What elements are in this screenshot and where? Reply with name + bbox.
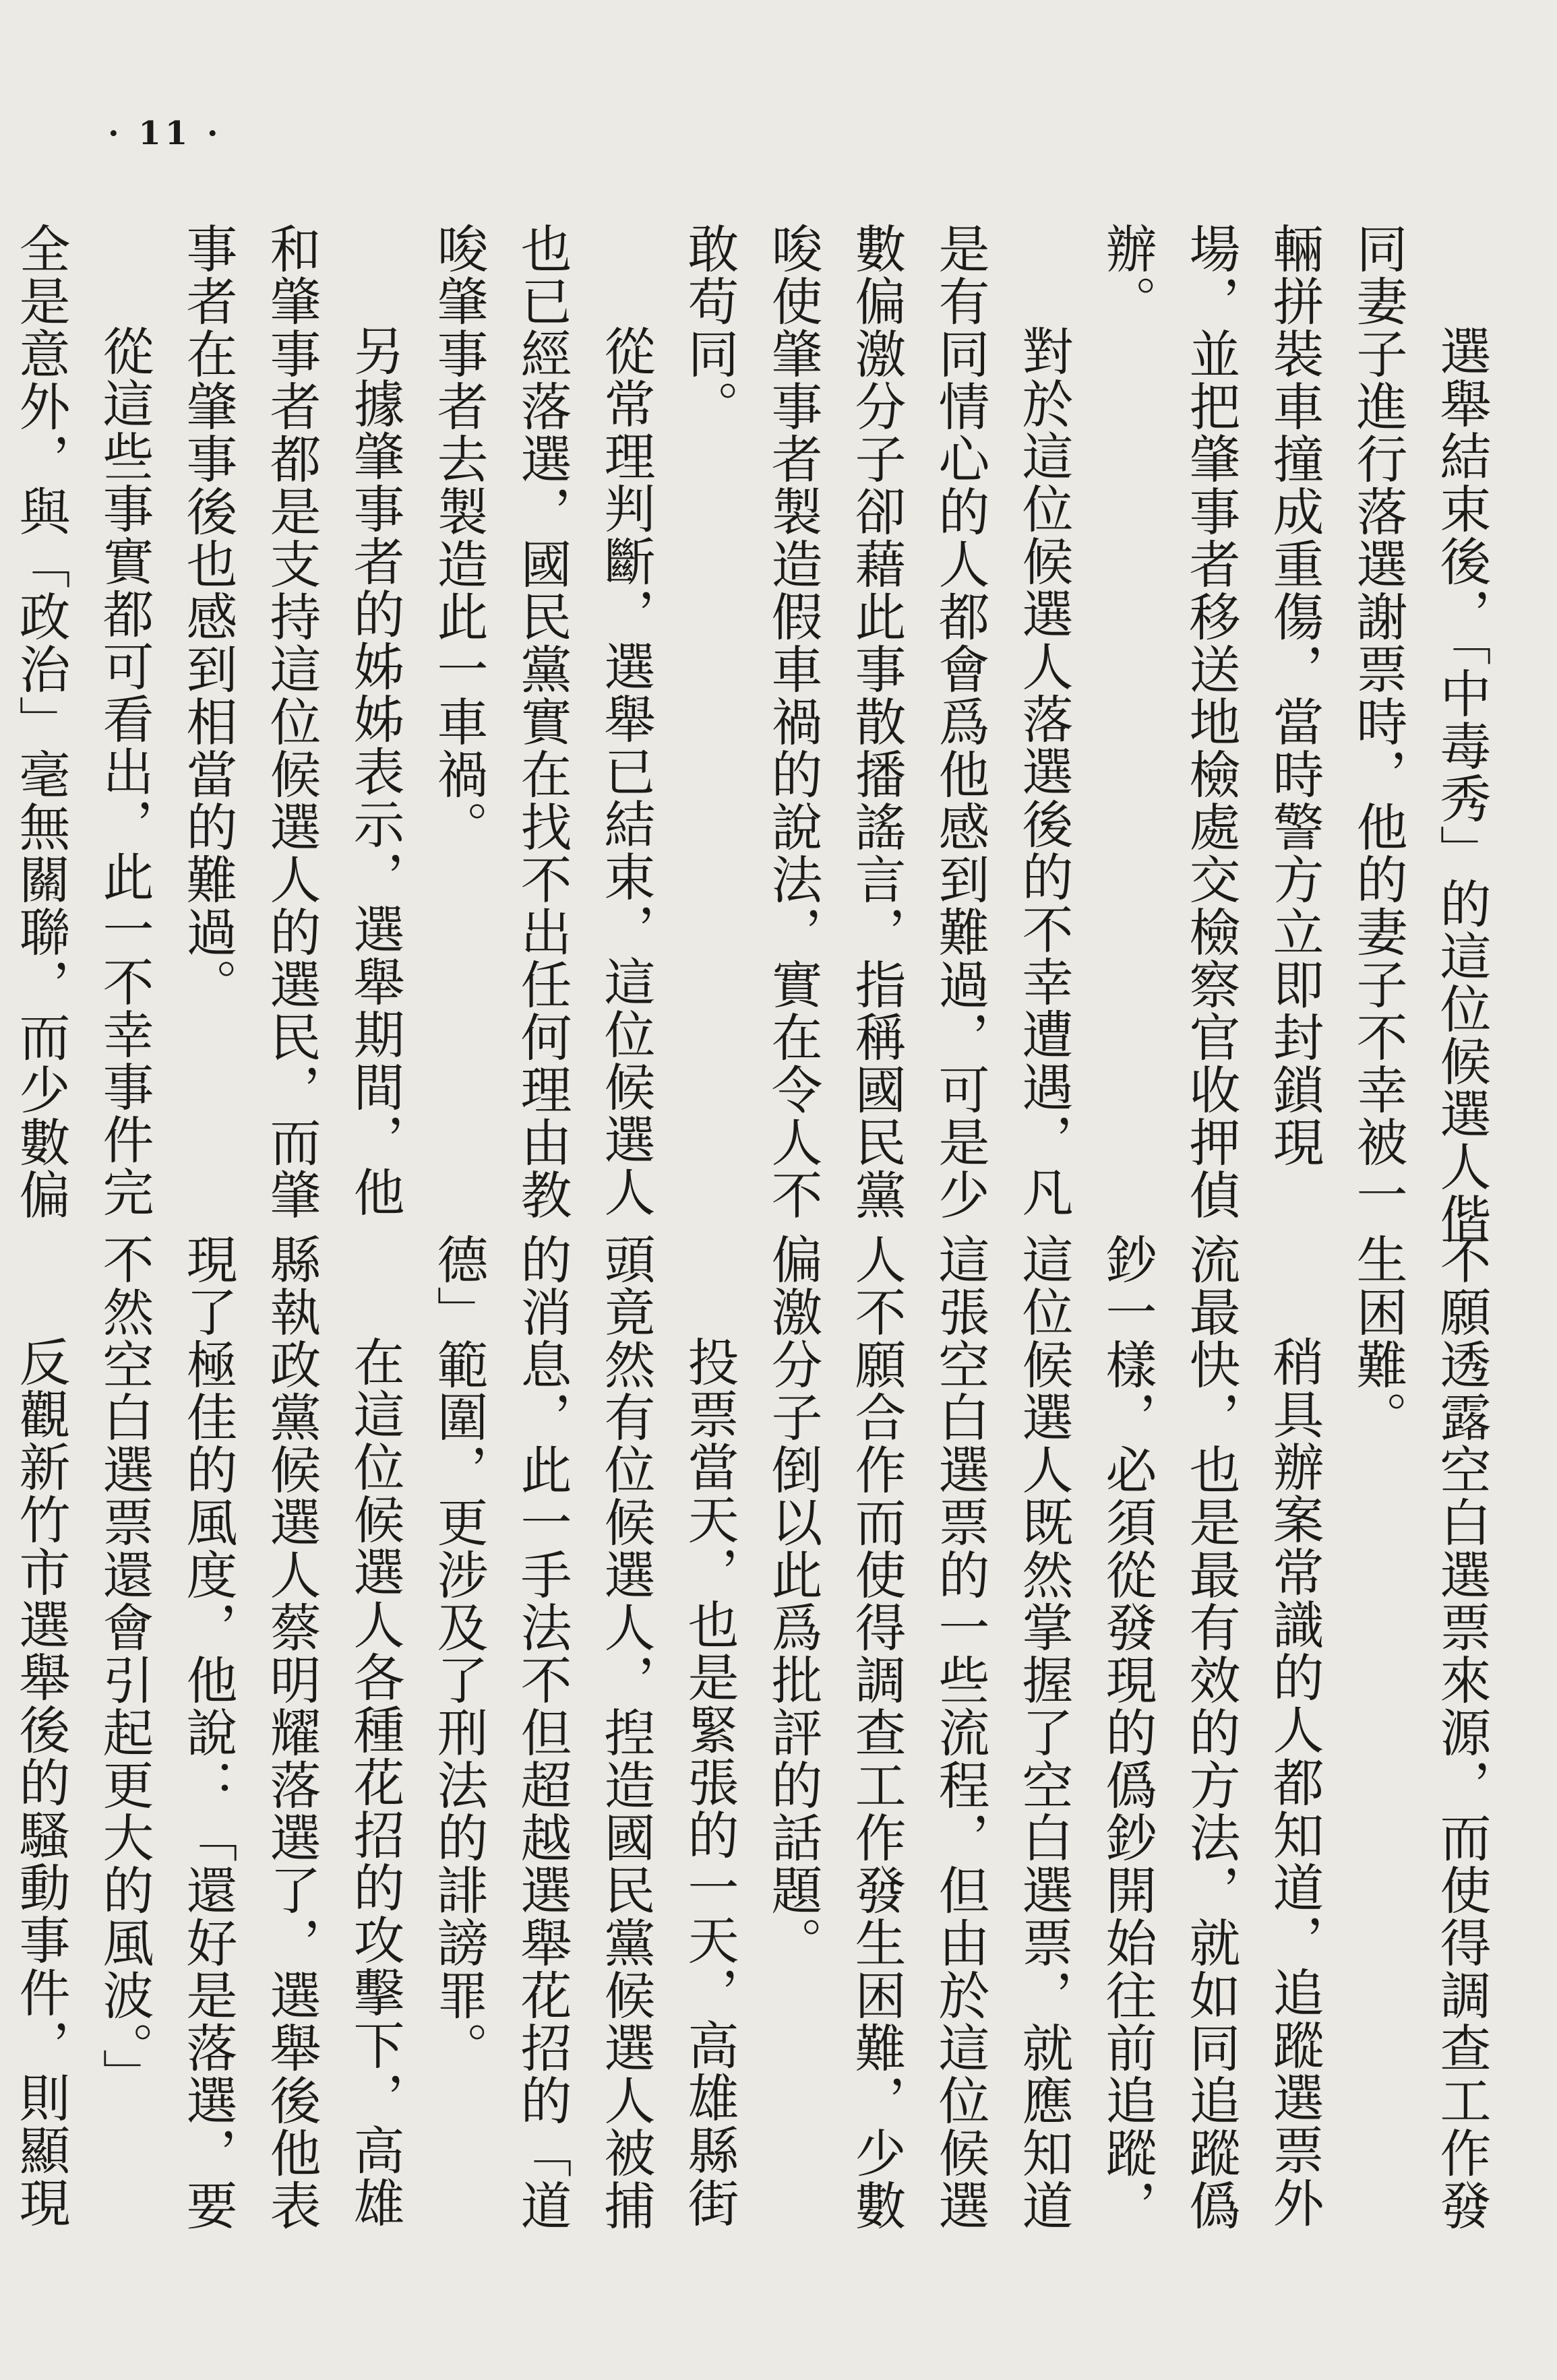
paragraph: 選舉結束後，「中毒秀」的這位候選人偕同妻子進行落選謝票時，他的妻子不幸被一輛拼裝車撞成重傷，當時警方立即封鎖現場，並把肇事者移送地檢處交檢察官收押偵辦。 (1097, 222, 1492, 1245)
paragraph: 反觀新竹市選舉後的騷動事件，則顯現 (11, 1336, 71, 2229)
paragraph: 投票當天，也是緊張的一天，高雄縣街頭竟然有位候選人，揑造國民黨候選人被捕的消息，此一手法不但超越選舉花招的「道德」範圍，更涉及了刑法的誹謗罪。 (429, 1233, 739, 2232)
paragraph: 不願透露空白選票來源，而使得調查工作發生困難。 (1348, 1233, 1492, 2232)
paragraph: 對於這位候選人落選後的不幸遭遇，凡是有同情心的人都會爲他感到難過，可是少數偏激分子卻藉此事散播謠言，指稱國民黨唆使肇事者製造假車禍的說法，實在令人不敢苟同。 (679, 222, 1074, 1221)
page-number: · 11 · (108, 115, 222, 152)
paragraph: 稍具辦案常識的人都知道，追蹤選票外流最快，也是最有效的方法，就如同追蹤僞鈔一樣，必須從發現的僞鈔開始往前追蹤，這位候選人既然掌握了空白選票，就應知道這張空白選票的一些流程，但由於這位候選人不願合作而使得調查工作發生困難，少數偏激分子倒以此爲批評的話題。 (763, 1233, 1324, 2232)
paragraph: 從常理判斷，選舉已結束，這位候選人也已經落選，國民黨實在找不出任何理由教唆肇事者去製造此一車禍。 (429, 222, 656, 1221)
bottom-text-block (11, 1233, 1503, 2257)
paragraph: 從這些事實都可看出，此一不幸事件完全是意外，與「政治」毫無關聯，而少數偏 (11, 222, 154, 1221)
paragraph: 另據肇事者的姊姊表示，選舉期間，他和肇事者都是支持這位候選人的選民，而肇事者在肇事後也感到相當的難過。 (178, 222, 405, 1221)
paragraph: 在這位候選人各種花招的攻擊下，高雄縣執政黨候選人蔡明耀落選了，選舉後他表現了極佳的風度，他說：「還好是落選，要不然空白選票還會引起更大的風波。」 (94, 1233, 405, 2232)
top-text-block (11, 222, 1503, 1247)
